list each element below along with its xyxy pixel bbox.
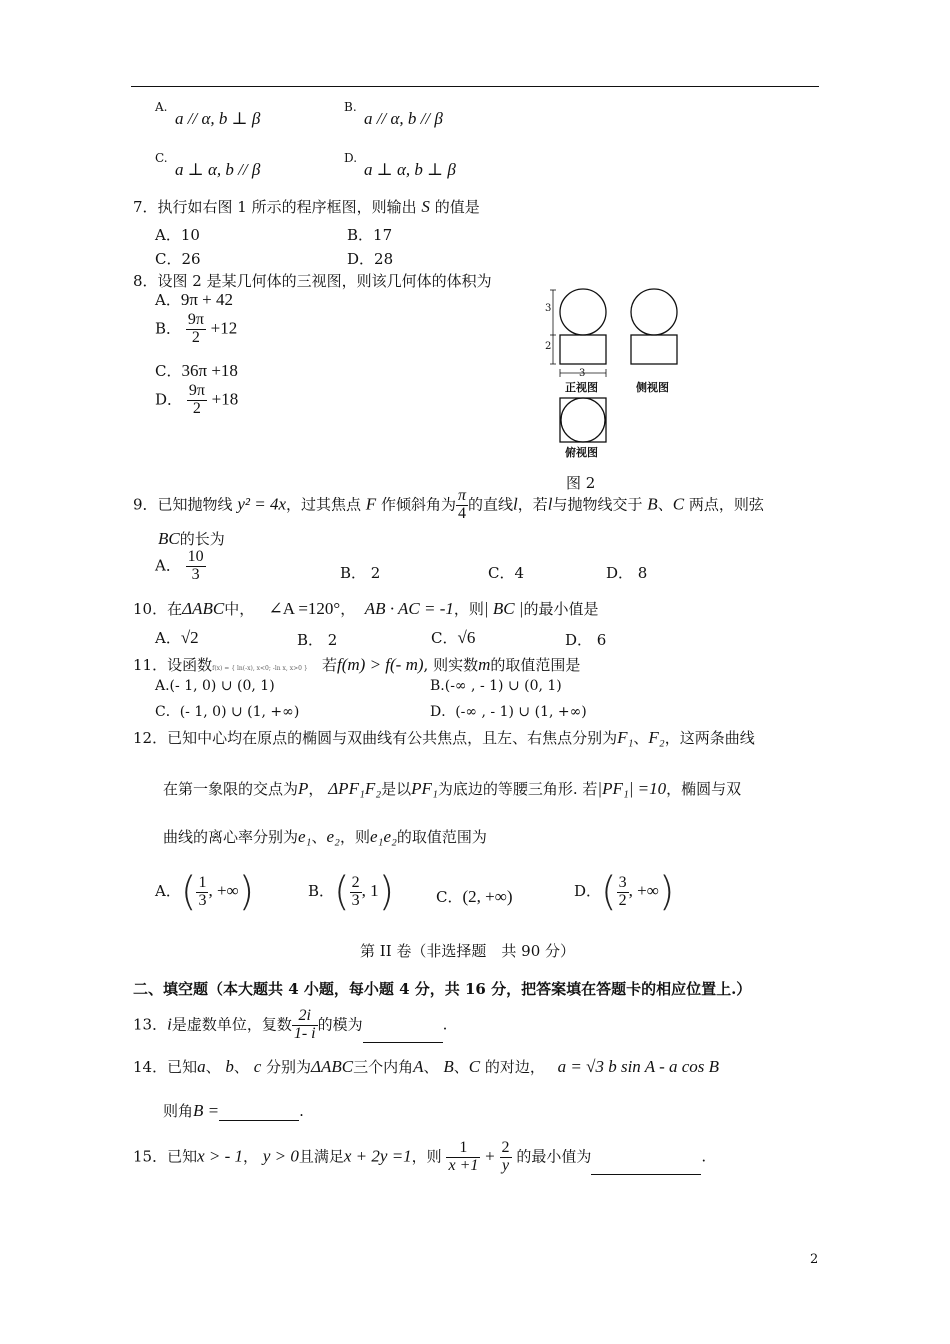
q11-piecewise-function: f(x) = { ln(-x), x<0; -ln x, x>0 }	[212, 665, 308, 672]
q12-option-c: C．(2, +∞)	[436, 887, 513, 906]
q10-option-b: B． 2	[297, 631, 338, 649]
q10-stem: 10．在ΔABC中， ∠A =120°， AB · AC = -1，则| BC |的最小值是	[133, 599, 599, 618]
q14-line1: 14．已知a、 b、 c 分别为ΔABC三个内角A、 B、C 的对边， a = √3 b sin A - a cos B	[133, 1057, 720, 1076]
q11-option-d: D．(-∞ , - 1) ∪ (1, +∞)	[430, 704, 587, 720]
part-2-heading: 二、填空题（本大题共 4 小题，每小题 4 分，共 16 分，把答案填在答题卡的相应位置上.）	[133, 980, 752, 998]
q11-option-b: B.(-∞ , - 1) ∪ (0, 1)	[430, 678, 562, 694]
q10-option-d: D． 6	[565, 631, 607, 649]
q9-angle-fraction: $\frac{\pi}{4}$	[457, 487, 466, 522]
q11-option-a: A.(- 1, 0) ∪ (0, 1)	[155, 678, 275, 694]
side-view-circle	[631, 289, 677, 335]
side-view-rect	[631, 335, 677, 364]
q6-a-label: A.	[155, 100, 168, 114]
q8-d-fraction: $\frac{9\pi}{2}$	[188, 382, 205, 417]
q9-option-b: B． 2	[340, 564, 381, 582]
q15-stem: 15．已知x > - 1， y > 0且满足x + 2y =1，则 $\frac{1}{x +1}$ + $\frac{2}{y}$ 的最小值为 .	[133, 1139, 707, 1174]
q14-line2: 则角B = .	[163, 1101, 304, 1120]
q13-stem: 13．i是虚数单位，复数 $\frac{2i}{1- i}$ 的模为 .	[133, 1007, 448, 1042]
q6-c-expr: a ⊥ α, b // β	[175, 160, 261, 179]
q8-stem: 8．设图 2 是某几何体的三视图，则该几何体的体积为	[133, 272, 492, 290]
figure-caption: 图 2	[566, 474, 596, 492]
q6-b-label: B.	[344, 100, 357, 114]
top-view-label: 俯视图	[565, 446, 598, 459]
q6-c-label: C.	[155, 151, 168, 165]
q12-line3: 曲线的离心率分别为e₁、e₂，则e₁e₂的取值范围为	[163, 827, 487, 846]
dimension-label-width: 3	[579, 368, 586, 379]
q7-option-b: B．17	[347, 226, 393, 244]
q8-option-a: A．9π + 42	[155, 290, 234, 309]
q9-stem: 9．已知抛物线 y² = 4x，过其焦点 F 作倾斜角为 $\frac{\pi}{4}$ 的直线l，若l与抛物线交于 B、C 两点，则弦	[133, 487, 764, 522]
q8-option-c: C．36π +18	[155, 361, 238, 380]
q15-fraction-1: $\frac{1}{x +1}$	[448, 1139, 479, 1174]
q12-line1: 12．已知中心均在原点的椭圆与双曲线有公共焦点，且左、右焦点分别为F₁、F₂，这两条曲线	[133, 728, 755, 747]
q7-stem: 7．执行如右图 1 所示的程序框图，则输出 S 的值是	[133, 197, 480, 216]
q9-line2: BC的长为	[158, 529, 225, 548]
dimension-label-mid: 2	[545, 341, 552, 352]
front-view-rect	[560, 335, 606, 364]
q8-option-d: D． $\frac{9\pi}{2}$ +18	[155, 382, 239, 417]
q6-d-expr: a ⊥ α, b ⊥ β	[364, 160, 456, 179]
q13-fraction: $\frac{2i}{1- i}$	[293, 1007, 316, 1042]
q6-b-expr: a // α, b // β	[364, 109, 443, 128]
q13-answer-blank	[363, 1028, 443, 1043]
q12-option-a: A．( $\frac{1}{3}$ , +∞)	[155, 869, 255, 915]
side-view-label: 侧视图	[636, 381, 669, 394]
q7-option-d: D．28	[347, 250, 394, 268]
q14-answer-blank	[219, 1106, 299, 1121]
dimension-label-top: 3	[545, 303, 552, 314]
q10-option-c: C．√6	[431, 628, 476, 647]
q11-option-c: C．(- 1, 0) ∪ (1, +∞)	[155, 704, 300, 720]
three-view-figure	[540, 285, 700, 460]
header-rule	[131, 86, 819, 87]
front-view-label: 正视图	[565, 381, 598, 394]
q10-option-a: A．√2	[155, 628, 199, 647]
front-view-circle	[560, 289, 606, 335]
q9-option-d: D． 8	[606, 564, 648, 582]
q6-a-expr: a // α, b ⊥ β	[175, 109, 261, 128]
q15-answer-blank	[591, 1160, 701, 1175]
q7-option-a: A．10	[155, 226, 200, 244]
top-view-circle	[561, 398, 605, 442]
q11-stem: 11．设函数f(x) = { ln(-x), x<0; -ln x, x>0 } 若f(m) > f(- m), 则实数m的取值范围是	[133, 655, 581, 674]
q9-option-a: A． $\frac{10}{3}$	[155, 548, 204, 583]
q12-option-d: D．( $\frac{3}{2}$ , +∞)	[574, 869, 675, 915]
q7-option-c: C．26	[155, 250, 201, 268]
section-2-title: 第 II 卷（非选择题 共 90 分）	[360, 942, 576, 960]
q15-fraction-2: $\frac{2}{y}$	[501, 1139, 510, 1174]
q9-option-c: C．4	[488, 564, 525, 582]
page-number: 2	[810, 1252, 819, 1267]
q12-line2: 在第一象限的交点为P， ΔPF₁F₂是以PF₁为底边的等腰三角形. 若|PF₁| =10，椭圆与双	[163, 779, 742, 798]
q6-d-label: D.	[344, 151, 358, 165]
q8-option-b: B． $\frac{9\pi}{2}$ +12	[155, 311, 238, 346]
q8-b-fraction: $\frac{9\pi}{2}$	[187, 311, 204, 346]
q12-option-b: B．( $\frac{2}{3}$ , 1)	[308, 869, 395, 915]
